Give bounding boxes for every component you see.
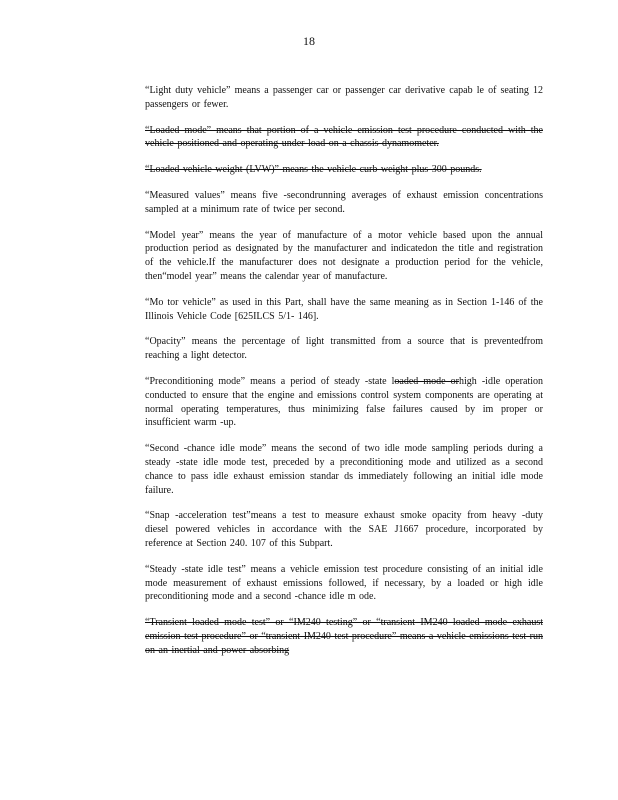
definition-snap-acceleration-test	[145, 509, 543, 550]
definition-second-chance-idle-mode	[145, 442, 543, 497]
definition-light-duty-vehicle	[145, 84, 543, 112]
definition-motor-vehicle	[145, 296, 543, 324]
definition-model-year	[145, 229, 543, 284]
page-number: 18	[303, 34, 315, 48]
definition-text: “Loaded vehicle weight (LVW)” means the vehicle curb weight plus 300 pounds.	[145, 164, 482, 176]
definition-text: “Measured values” means five -secondrunning averages of exhaust emission concentrations sampled at a minimum rate of twice per second.	[145, 189, 543, 215]
definition-preconditioning-mode	[145, 375, 543, 430]
definition-text: high -idle operation conducted to ensure that the engine and emissions control system components are operating at normal operating temperatures, thus minimizing false failures caused by im proper or insufficient warm -up.	[145, 375, 543, 429]
definition-text: “Mo tor vehicle” as used in this Part, shall have the same meaning as in Section 1-146 of the Illinois Vehicle Code [625ILCS 5/1- 146].	[145, 296, 543, 322]
definition-opacity	[145, 335, 543, 363]
definition-text: “Second -chance idle mode” means the second of two idle mode sampling periods during a steady -state idle mode test, preceded by a preconditioning mode and utilized as a second chance to pass idle exhaust emission standar ds immediately following an initial idle mode failure.	[145, 443, 543, 496]
definition-transient-loaded-mode-test-deleted	[145, 616, 543, 657]
definition-measured-values	[145, 189, 543, 217]
definition-text: “Snap -acceleration test”means a test to measure exhaust smoke opacity from heavy -duty diesel powered vehicles in accordance with the SAE J1667 procedure, incorporated by reference at Section 240. 107 of this Subpart.	[145, 510, 543, 549]
deleted-text: oaded mode or	[394, 375, 459, 387]
definition-text: “Model year” means the year of manufacture of a motor vehicle based upon the annual production period as designated by the manufacturer and indicatedon the title and registration of the vehicle.If the manufacturer does not designate a production period for the vehicle, then“model year” means the calendar year of manufacture.	[145, 229, 543, 282]
definitions-list	[145, 84, 543, 670]
definition-text: “Light duty vehicle” means a passenger car or passenger car derivative capab le of seating 12 passengers or fewer.	[145, 85, 543, 110]
definition-loaded-mode-deleted	[145, 124, 543, 152]
definition-text: “Steady -state idle test” means a vehicle emission test procedure consisting of an initial idle mode measurement of exhaust emissions followed, if necessary, by a loaded or high idle preconditioning mode and a second -chance idle m ode.	[145, 563, 543, 603]
definition-loaded-vehicle-weight-deleted	[145, 163, 543, 177]
definition-text: “Transient loaded mode test” or “IM240 testing” or “transient IM240 loaded mode exhaust emission test procedure” or “transient IM240 test procedure” means a vehicle emissions test run on an inertial and power absorbing	[145, 617, 543, 656]
definition-steady-state-idle-test	[145, 563, 543, 604]
definition-text: “Opacity” means the percentage of light transmitted from a source that is preventedfrom reaching a light detector.	[145, 336, 543, 362]
definition-text: “Preconditioning mode” means a period of steady -state l	[145, 375, 395, 387]
definition-text: “Loaded mode” means that portion of a vehicle emission test procedure conducted with the vehicle positioned and operating under load on a chassis dynamometer.	[145, 124, 543, 150]
